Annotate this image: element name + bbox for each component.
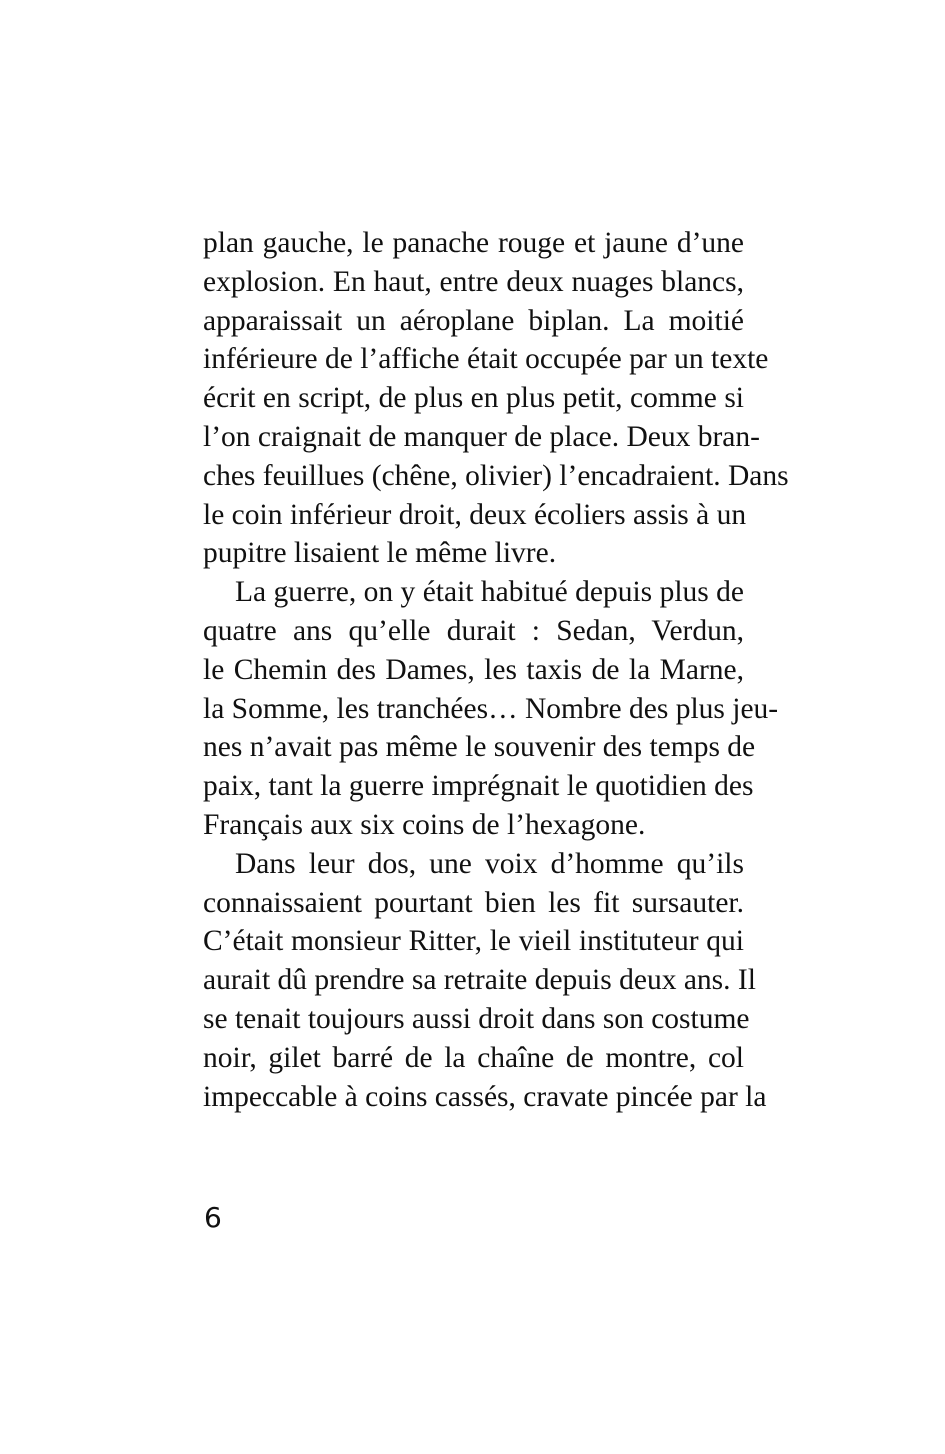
text-line: le coin inférieur droit, deux écoliers assis à un — [203, 498, 747, 531]
paragraph-1 — [203, 224, 789, 573]
text-line: pupitre lisaient le même livre. — [203, 537, 557, 570]
text-line: l’on craignait de manquer de place. Deux bran- — [203, 420, 760, 453]
text-line: la Somme, les tranchées… Nombre des plus jeu- — [203, 692, 779, 725]
text-line: nes n’avait pas même le souvenir des temps de — [203, 731, 756, 764]
text-line: connaissaient pourtant bien les fit sursauter. — [203, 886, 744, 919]
paragraph-3 — [203, 845, 767, 1117]
text-line: Français aux six coins de l’hexagone. — [203, 808, 646, 841]
text-line: plan gauche, le panache rouge et jaune d’une — [203, 227, 744, 259]
text-line: inférieure de l’affiche était occupée par un texte — [203, 343, 769, 376]
text-line: écrit en script, de plus en plus petit, comme si — [203, 382, 744, 415]
text-line: aurait dû prendre sa retraite depuis deux ans. Il — [203, 964, 756, 997]
text-line: ches feuillues (chêne, olivier) l’encadraient. Dans — [203, 459, 789, 492]
text-line: se tenait toujours aussi droit dans son costume — [203, 1002, 750, 1035]
text-line: noir, gilet barré de la chaîne de montre, col — [203, 1041, 744, 1074]
text-line: C’était monsieur Ritter, le vieil instituteur qui — [203, 925, 744, 958]
page-number: 6 — [204, 1201, 222, 1234]
text-line: le Chemin des Dames, les taxis de la Marne, — [203, 653, 744, 686]
text-line: paix, tant la guerre imprégnait le quotidien des — [203, 770, 754, 803]
text-line: La guerre, on y était habitué depuis plus de — [235, 576, 744, 609]
text-line: quatre ans qu’elle durait : Sedan, Verdun, — [203, 614, 744, 647]
text-line: Dans leur dos, une voix d’homme qu’ils — [235, 847, 744, 880]
body-text — [203, 224, 789, 1116]
text-line: apparaissait un aéroplane biplan. La moitié — [203, 304, 744, 337]
text-line: explosion. En haut, entre deux nuages blancs, — [203, 265, 744, 298]
paragraph-2 — [203, 573, 779, 845]
text-line: impeccable à coins cassés, cravate pincée par la — [203, 1080, 767, 1113]
